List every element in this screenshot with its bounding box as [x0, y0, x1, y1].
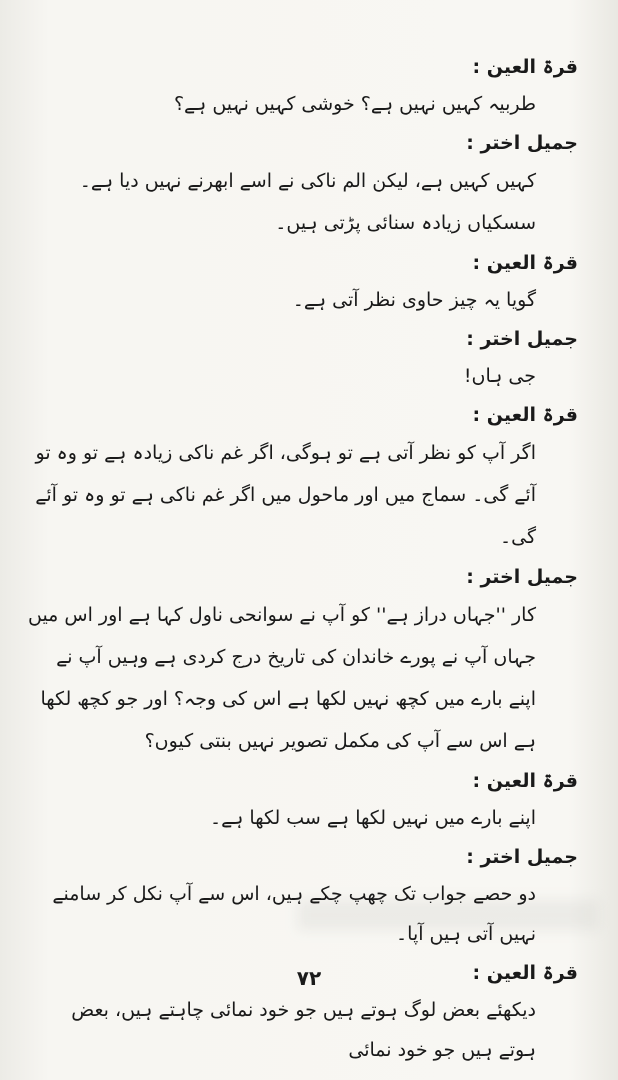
speaker-name: جمیل اختر : [466, 566, 578, 588]
speaker-name: جمیل اختر : [466, 132, 578, 154]
speaker-name: قرۃ العین : [472, 252, 578, 274]
speaker-name: قرۃ العین : [472, 56, 578, 78]
speech-text: طربیہ کہیں نہیں ہے؟ خوشی کہیں نہیں ہے؟ [173, 93, 536, 115]
interview-dialogue [28, 52, 578, 1076]
speech-text: کہیں کہیں ہے، لیکن الم ناکی نے اسے ابھرنے نہیں دیا ہے۔ سسکیاں زیادہ سنائی پڑتی ہیں۔ [79, 170, 536, 234]
speaker-name: جمیل اختر : [466, 328, 578, 350]
dialogue-block [28, 54, 578, 124]
dialogue-block [28, 844, 578, 954]
dialogue-block [28, 564, 578, 762]
speech-text: دیکھئے بعض لوگ ہوتے ہیں جو خود نمائی چاہتے ہیں، بعض ہوتے ہیں جو خود نمائی [71, 999, 536, 1061]
speech-text: دو حصے جواب تک چھپ چکے ہیں، اس سے آپ نکل کر سامنے نہیں آتی ہیں آپا۔ [52, 883, 536, 945]
speaker-name: جمیل اختر : [466, 846, 578, 868]
dialogue-block [28, 130, 578, 244]
speech-text: کار ''جہاں دراز ہے'' کو آپ نے سوانحی ناول کہا ہے اور اس میں جہاں آپ نے پورے خاندان کی تاریخ درج کردی ہے وہیں آپ نے اپنے بارے میں کچھ نہیں لکھا ہے اس کی وجہ؟ اور جو کچھ لکھا ہے اس سے آپ کی مکمل تصویر نہیں بنتی کیوں؟ [27, 604, 536, 752]
speech-text: اپنے بارے میں نہیں لکھا ہے سب لکھا ہے۔ [209, 807, 536, 829]
dialogue-block [28, 402, 578, 558]
speaker-name: قرۃ العین : [472, 962, 578, 984]
dialogue-block [28, 326, 578, 396]
dialogue-block [28, 768, 578, 838]
page-number: ۷۲ [296, 966, 322, 990]
speech-text: گویا یہ چیز حاوی نظر آتی ہے۔ [292, 289, 536, 311]
speech-text: جی ہاں! [463, 365, 536, 387]
dialogue-block [28, 250, 578, 320]
speaker-name: قرۃ العین : [472, 770, 578, 792]
speech-text: اگر آپ کو نظر آتی ہے تو ہوگی، اگر غم ناکی زیادہ ہے تو وہ تو آئے گی۔ سماج میں اور ماحول میں اگر غم ناکی ہے تو وہ تو آئے گی۔ [35, 442, 536, 548]
speaker-name: قرۃ العین : [472, 404, 578, 426]
